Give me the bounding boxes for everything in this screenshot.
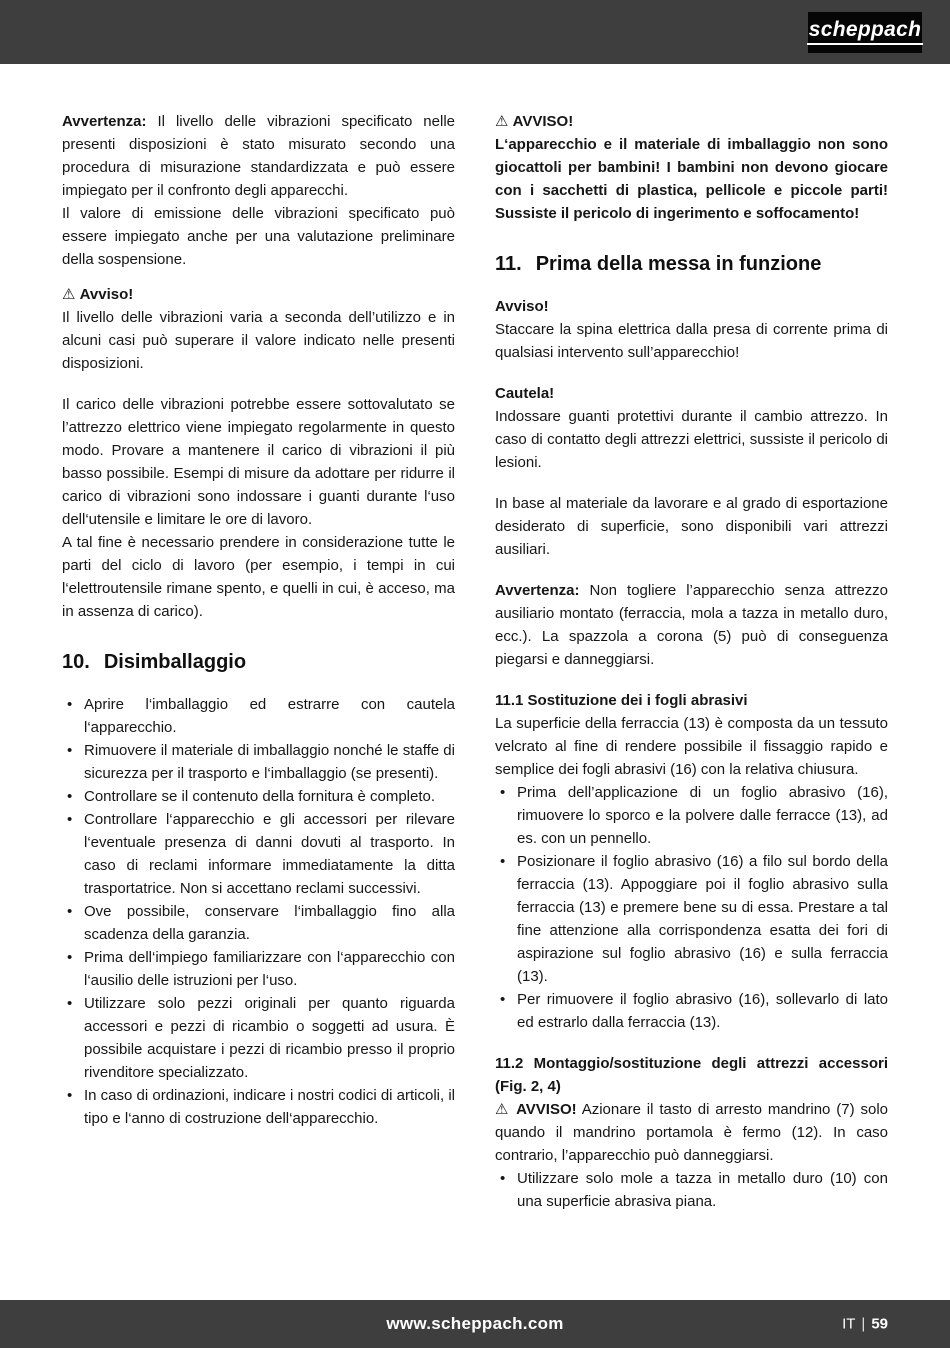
list-item: • Posizionare il foglio abrasivo (16) a filo sul bordo della ferraccia (13). Appoggiare poi il foglio abrasivo sulla ferraccia (13) e premere bene su di essa. Prestare a tal fine attenzione alla corrispondenza esatta dei fori di aspirazione sul foglio abrasivo (16) e sulla ferraccia (13).	[495, 850, 888, 988]
paragraph-text: Azionare il tasto di arresto mandrino (7) solo quando il mandrino portamola è fermo (12). In caso contrario, l’apparecchio può danneggiarsi.	[495, 1101, 889, 1164]
bold-lead: Avvertenza:	[495, 582, 580, 599]
vibration-load-paragraph: Il carico delle vibrazioni potrebbe essere sottovalutato se l’attrezzo elettrico viene impiegato regolarmente in questo modo. Provare a mantenere il carico di vibrazioni il più basso possibile. Esempi di misure da adottare per ridurre il carico di vibrazioni sono indossare i guanti durante l‘uso dell‘utensile e limitare le ore di lavoro.	[62, 396, 455, 528]
avviso-label: Avviso!	[495, 298, 549, 315]
list-item: • Rimuovere il materiale di imballaggio nonché le staffe di sicurezza per il trasporto e l‘imballaggio (se presenti).	[62, 739, 455, 785]
section-10-heading	[62, 649, 455, 675]
list-item: • Controllare se il contenuto della fornitura è completo.	[62, 785, 455, 808]
warning-icon: ⚠	[62, 286, 76, 303]
paragraph-text: Non togliere l’apparecchio senza attrezzo ausiliario montato (ferraccia, mola a tazza in metallo duro, ecc.). La spazzola a corona (5) può di conseguenza piegarsi e danneggiarsi.	[495, 582, 889, 668]
list-item: • Ove possibile, conservare l‘imballaggio fino alla scadenza della garanzia.	[62, 900, 455, 946]
cup-wheel-list	[495, 1167, 888, 1213]
section-number: 11.	[495, 253, 522, 275]
left-column	[62, 110, 455, 1300]
cautela-label-line	[495, 382, 888, 405]
unpacking-list	[62, 693, 455, 1130]
warning-label: AVVISO!	[512, 113, 574, 130]
work-cycle-paragraph: A tal fine è necessario prendere in considerazione tutte le parti del ciclo di lavoro (per esempio, i tempi in cui l‘elettroutensile rimane spento, e quelli in cui, è acceso, ma in assenza di carico).	[62, 534, 455, 620]
section-title: Disimballaggio	[103, 651, 247, 673]
page-number: 59	[871, 1315, 888, 1333]
footer-page-number	[842, 1316, 888, 1333]
subsection-11-1-heading: 11.1 Sostituzione dei i fogli abrasivi	[495, 692, 748, 709]
list-item: • Utilizzare solo pezzi originali per quanto riguarda accessori e pezzi di ricambio o soggetti ad usura. È possibile acquistare i pezzi di ricambio presso il proprio rivenditore specializzato.	[62, 992, 455, 1084]
list-item: • Per rimuovere il foglio abrasivo (16), sollevarlo di lato ed estrarlo dalla ferraccia (13).	[495, 988, 888, 1034]
section-11-heading	[495, 251, 888, 277]
list-item: • Controllare l‘apparecchio e gli accessori per rilevare l‘eventuale presenza di danni dovuti al trasporto. In caso di reclami informare immediatamente la ditta trasportatrice. Non si accettano reclami successivi.	[62, 808, 455, 900]
subsection-11-2-heading: 11.2 Montaggio/sostituzione degli attrezzi accessori (Fig. 2, 4)	[495, 1055, 888, 1095]
packaging-warning-line	[495, 110, 888, 133]
separator: |	[861, 1315, 866, 1333]
velcro-paragraph: La superficie della ferraccia (13) è composta da un tessuto velcrato al fine di rendere possibile il fissaggio rapido e semplice dei fogli abrasivi (16) con la relativa chiusura.	[495, 715, 888, 778]
list-item: • Prima dell‘impiego familiarizzare con l‘apparecchio con l‘ausilio delle istruzioni per l‘uso.	[62, 946, 455, 992]
right-column	[495, 110, 888, 1300]
cautela-label: Cautela!	[495, 385, 555, 402]
section-title: Prima della messa in funzione	[535, 253, 822, 275]
warning-label: AVVISO!	[516, 1101, 577, 1118]
scheppach-logo	[808, 12, 922, 53]
list-item: • Prima dell’applicazione di un foglio abrasivo (16), rimuovere lo sporco e la polvere dalle ferracce (13), ad es. con un pennello.	[495, 781, 888, 850]
avvertenza-paragraph	[495, 579, 888, 671]
packaging-warning-body: L‘apparecchio e il materiale di imballaggio non sono giocattoli per bambini! I bambini non devono giocare con i sacchetti di plastica, pellicole e piccole parti! Sussiste il pericolo di ingerimento e soffocamento!	[495, 136, 888, 222]
footer-website: www.scheppach.com	[386, 1314, 564, 1333]
vibration-emission-paragraph: Il valore di emissione delle vibrazioni specificato può essere impiegato anche per una valutazione preliminare della sospensione.	[62, 205, 455, 268]
list-item: • Aprire l‘imballaggio ed estrarre con cautela l‘apparecchio.	[62, 693, 455, 739]
page-header	[0, 0, 950, 64]
unplug-paragraph: Staccare la spina elettrica dalla presa di corrente prima di qualsiasi intervento sull’apparecchio!	[495, 321, 888, 361]
language-code: IT	[842, 1315, 856, 1333]
paragraph-text: Il livello delle vibrazioni specificato nelle presenti disposizioni è stato misurato secondo una procedura di misurazione standardizzata e può essere impiegato per il confronto degli apparecchi.	[62, 113, 455, 199]
section-number: 10.	[62, 651, 90, 673]
spindle-warning-paragraph	[495, 1098, 888, 1167]
avviso-label-line	[495, 295, 888, 318]
list-item: • Utilizzare solo mole a tazza in metallo duro (10) con una superficie abrasiva piana.	[495, 1167, 888, 1213]
logo-text: scheppach	[807, 19, 923, 45]
page-content	[0, 64, 950, 1300]
vibration-variation-paragraph: Il livello delle vibrazioni varia a seconda dell’utilizzo e in alcuni casi può superare il valore indicato nelle presenti disposizioni.	[62, 309, 455, 372]
warning-line	[62, 283, 455, 306]
page-footer	[0, 1300, 950, 1348]
warning-icon: ⚠	[495, 1101, 511, 1118]
warning-label: Avviso!	[79, 286, 134, 303]
warning-icon: ⚠	[495, 113, 509, 130]
abrasive-sheet-list	[495, 781, 888, 1034]
material-paragraph: In base al materiale da lavorare e al grado di esportazione desiderato di superficie, sono disponibili vari attrezzi ausiliari.	[495, 495, 888, 558]
bold-lead: Avvertenza:	[62, 113, 147, 130]
vibration-note-paragraph	[62, 110, 455, 202]
gloves-paragraph: Indossare guanti protettivi durante il cambio attrezzo. In caso di contatto degli attrezzi elettrici, sussiste il pericolo di lesioni.	[495, 408, 888, 471]
list-item: • In caso di ordinazioni, indicare i nostri codici di articoli, il tipo e l‘anno di costruzione dell‘apparecchio.	[62, 1084, 455, 1130]
